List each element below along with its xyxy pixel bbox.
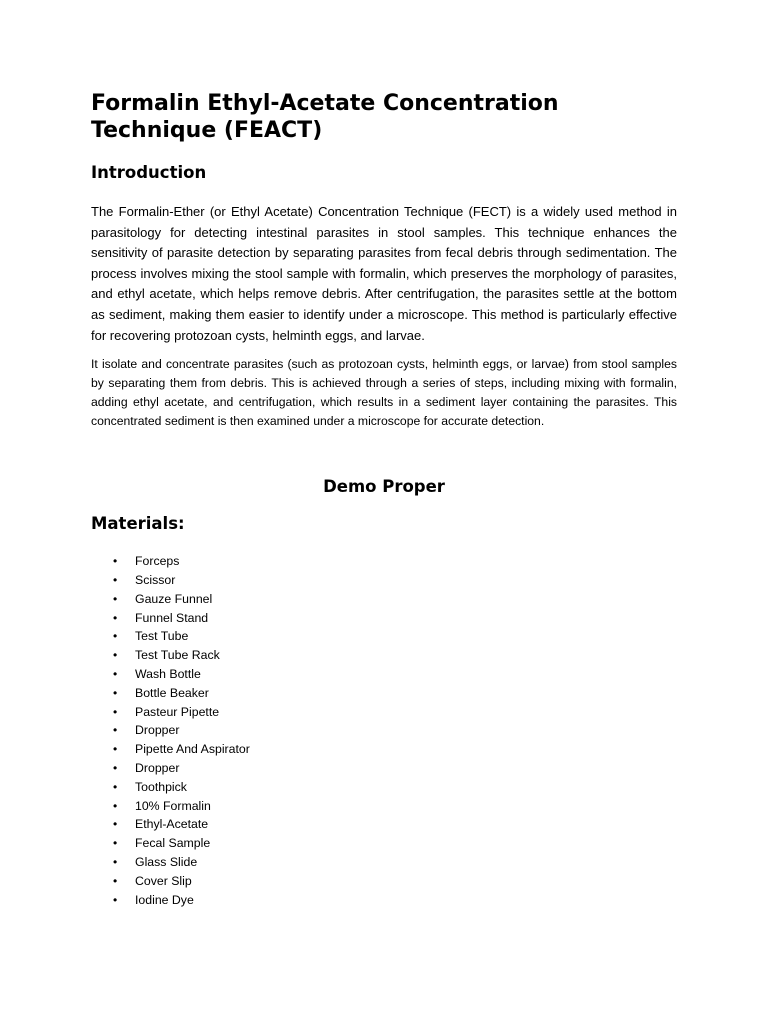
bullet-icon: • [113,648,118,663]
bullet-icon: • [113,836,118,851]
list-item [91,721,677,740]
list-item [91,797,677,816]
bullet-icon: • [113,817,118,832]
material-label: Gauze Funnel [135,591,213,606]
material-label: Ethyl-Acetate [135,817,209,832]
bullet-icon: • [113,798,118,813]
bullet-icon: • [113,704,118,719]
bullet-icon: • [113,779,118,794]
bullet-icon: • [113,610,118,625]
bullet-icon: • [113,873,118,888]
material-label: Test Tube [135,629,189,644]
list-item [91,646,677,665]
material-label: Toothpick [135,779,187,794]
material-label: Funnel Stand [135,610,209,625]
list-item [91,740,677,759]
bullet-icon: • [113,760,118,775]
list-item [91,665,677,684]
list-item [91,571,677,590]
bullet-icon: • [113,591,118,606]
demo-proper-heading: Demo Proper [323,477,445,497]
bullet-icon: • [113,892,118,907]
bullet-icon: • [113,854,118,869]
material-label: Forceps [135,554,180,569]
list-item [91,872,677,891]
list-item [91,609,677,628]
material-label: 10% Formalin [135,798,211,813]
material-label: Dropper [135,760,180,775]
material-label: Test Tube Rack [135,648,220,663]
document-title: Formalin Ethyl-Acetate Concentration Technique (FEACT) [91,91,559,143]
bullet-icon: • [113,685,118,700]
list-item [91,853,677,872]
list-item [91,815,677,834]
material-label: Fecal Sample [135,836,211,851]
list-item [91,759,677,778]
introduction-paragraph-2: It isolate and concentrate parasites (such as protozoan cysts, helminth eggs, or larvae) from stool samples by separating them from debris. This is achieved through a series of steps, including mixing with formalin, adding ethyl acetate, and centrifugation, which results in a sediment layer containing the parasites. This concentrated sediment is then examined under a microscope for accurate detection. [91,357,677,429]
material-label: Cover Slip [135,873,192,888]
material-label: Scissor [135,572,176,587]
bullet-icon: • [113,723,118,738]
list-item [91,684,677,703]
material-label: Glass Slide [135,854,198,869]
bullet-icon: • [113,629,118,644]
introduction-heading: Introduction [91,163,207,182]
list-item [91,627,677,646]
material-label: Iodine Dye [135,892,194,907]
material-label: Wash Bottle [135,666,201,681]
introduction-paragraph-1: The Formalin-Ether (or Ethyl Acetate) Concentration Technique (FECT) is a widely used method in parasitology for detecting intestinal parasites in stool samples. This technique enhances the sensitivity of parasite detection by separating parasites from fecal debris through sedimentation. The process involves mixing the stool sample with formalin, which preserves the morphology of parasites, and ethyl acetate, which helps remove debris. After centrifugation, the parasites settle at the bottom as sediment, making them easier to identify under a microscope. This method is particularly effective for recovering protozoan cysts, helminth eggs, and larvae. [91,204,677,343]
material-label: Dropper [135,723,180,738]
list-item [91,703,677,722]
bullet-icon: • [113,742,118,757]
materials-heading: Materials: [91,514,185,534]
bullet-icon: • [113,666,118,681]
list-item [91,834,677,853]
list-item [91,552,677,571]
material-label: Bottle Beaker [135,685,209,700]
material-label: Pipette And Aspirator [135,742,250,757]
bullet-icon: • [113,554,118,569]
list-item [91,590,677,609]
bullet-icon: • [113,572,118,587]
list-item [91,891,677,910]
list-item [91,778,677,797]
document-page [91,90,677,909]
material-label: Pasteur Pipette [135,704,220,719]
materials-list [91,552,677,909]
